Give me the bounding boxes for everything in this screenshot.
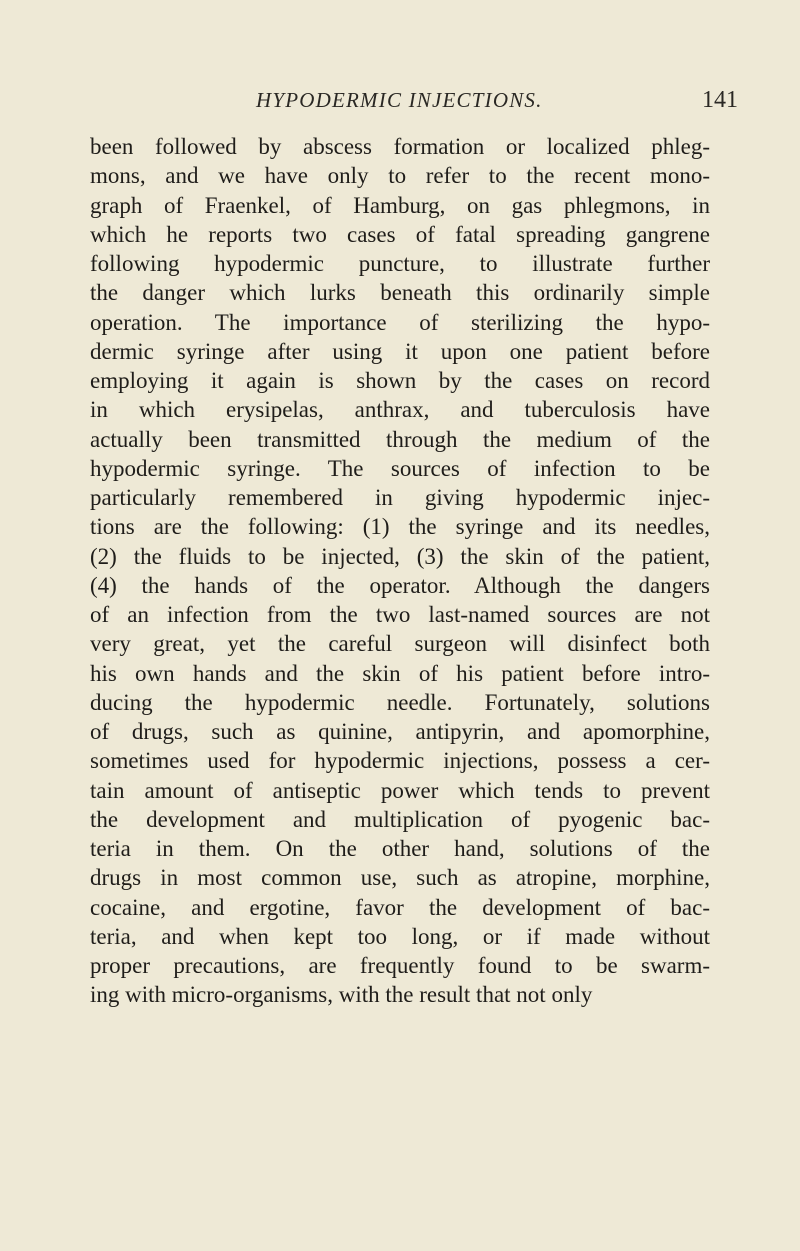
text-line: the development and multiplication of pyogenic bac- [90,806,710,832]
text-line: particularly remembered in giving hypodermic injec- [90,485,710,510]
text-line: graph of Fraenkel, of Hamburg, on gas phlegmons, in [90,192,710,218]
text-line: hypodermic syringe. The sources of infection to be [90,455,710,481]
text-line: tain amount of antiseptic power which tends to prevent [90,777,710,803]
text-line: teria, and when kept too long, or if made without [90,923,710,949]
running-head: HYPODERMIC INJECTIONS. [256,88,543,112]
page-number: 141 [702,87,738,113]
text-line: dermic syringe after using it upon one patient before [90,338,710,364]
text-line: tions are the following: (1) the syringe and its needles, [90,514,710,540]
text-line: in which erysipelas, anthrax, and tuberculosis have [90,397,710,423]
text-line: actually been transmitted through the medium of the [90,426,710,452]
text-line: employing it again is shown by the cases on record [90,368,710,393]
text-line: mons, and we have only to refer to the recent mono- [90,163,710,189]
text-line: been followed by abscess formation or localized phleg- [90,134,710,159]
text-line: ing with micro-organisms, with the result that not only [90,982,593,1008]
text-line: (4) the hands of the operator. Although the dangers [90,572,710,598]
text-line: the danger which lurks beneath this ordinarily simple [90,280,710,306]
text-line: teria in them. On the other hand, solutions of the [90,836,710,861]
text-line: following hypodermic puncture, to illustrate further [90,251,710,276]
text-line: cocaine, and ergotine, favor the development of bac- [90,894,710,920]
text-line: sometimes used for hypodermic injections, possess a cer- [90,748,710,774]
text-line: drugs in most common use, such as atropine, morphine, [90,865,710,891]
text-line: proper precautions, are frequently found to be swarm- [90,953,710,978]
text-line: which he reports two cases of fatal spreading gangrene [90,221,710,247]
body-text [90,132,710,1010]
text-line: very great, yet the careful surgeon will disinfect both [90,631,710,657]
text-line: his own hands and the skin of his patient before intro- [90,660,710,686]
text-line: of drugs, such as quinine, antipyrin, and apomorphine, [90,719,710,744]
text-line: of an infection from the two last-named sources are not [90,602,710,627]
text-line: operation. The importance of sterilizing the hypo- [90,309,710,335]
text-line: ducing the hypodermic needle. Fortunately, solutions [90,689,710,715]
text-line: (2) the fluids to be injected, (3) the skin of the patient, [90,543,710,569]
